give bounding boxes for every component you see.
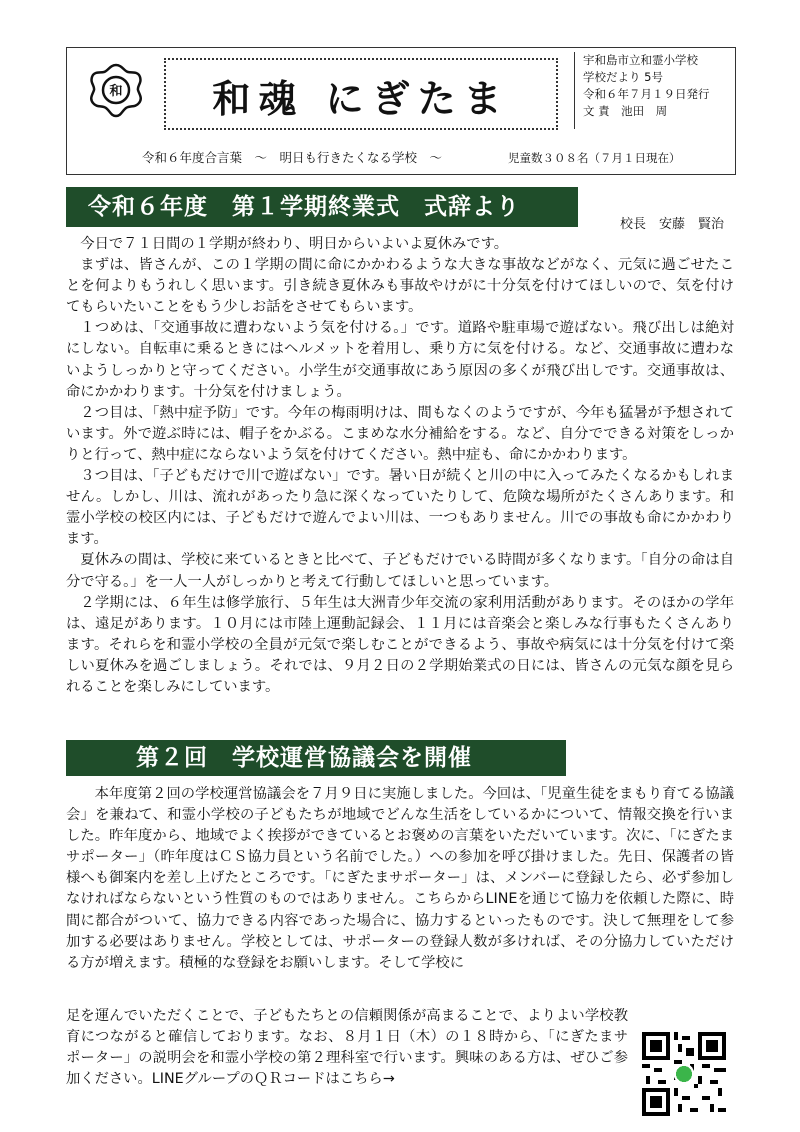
school-motto: 令和６年度合言葉 ～ 明日も行きたくなる学校 ～: [142, 150, 443, 165]
issue-number: 学校だより 5号: [583, 70, 663, 84]
section2-body-tail: [66, 1006, 628, 1090]
section2-body: [66, 784, 734, 974]
line-qr-code-icon[interactable]: [642, 1032, 726, 1116]
masthead-title-frame: [164, 58, 558, 130]
paragraph: １つめは、「交通事故に遭わないよう気を付ける。」です。道路や駐車場で遊ばない。飛び出しは絶対にしない。自転車に乗るときにはヘルメットを着用し、乗り方に気を付ける。など、交通事故に遭わないようしっかりと守ってください。小学生が交通事故にあう原因の多くが飛び出しです。交通事故は、命にかかわります。十分気を付けましょう。: [66, 320, 734, 400]
section1-body: [66, 234, 734, 698]
school-name: 宇和島市立和霊小学校: [583, 53, 698, 67]
section2-heading: 第２回 学校運営協議会を開催: [66, 740, 566, 776]
school-emblem-icon: [88, 62, 144, 118]
section1-heading: 令和６年度 第１学期終業式 式辞より: [66, 187, 578, 227]
student-count: 児童数３０８名（７月１日現在）: [508, 151, 681, 165]
paragraph: ３つ目は、「子どもだけで川で遊ばない」です。暑い日が続くと川の中に入ってみたくなるかもしれません。しかし、川は、流れがあったり急に深くなっていたりして、危険な場所がたくさんあります。和霊小学校の校区内には、子どもだけで遊んでよい川は、一つもありません。川での事故も命にかかわります。: [66, 468, 734, 548]
paragraph: ２学期には、６年生は修学旅行、５年生は大洲青少年交流の家利用活動があります。そのほかの学年は、遠足があります。１０月には市陸上運動記録会、１１月には音楽会と楽しみな行事もたくさんあります。それらを和霊小学校の全員が元気で楽しむことができるよう、事故や病気には十分気を付けて楽しい夏休みを過ごしましょう。それでは、９月２日の２学期始業式の日には、皆さんの元気な顔を見られることを楽しみにしています。: [66, 594, 734, 695]
issue-info: [574, 52, 732, 129]
paragraph: 足を運んでいただくことで、子どもたちとの信頼関係が高まることで、よりよい学校教育につながると確信しております。なお、８月１日（木）の１８時から、「にぎたまサポーター」の説明会を和霊小学校の第２理科室で行います。興味のある方は、ぜひご参加ください。LINEグループのＱＲコードはこちら→: [66, 1008, 628, 1088]
paragraph: まずは、皆さんが、この１学期の間に命にかかわるような大きな事故などがなく、元気に過ごせたことを何よりもうれしく思います。引き続き夏休みも事故やけがに十分気を付けてほしいので、気を付けてもらいたいことをもう少しお話をさせてもらいます。: [66, 257, 734, 316]
section1-byline: 校長 安藤 賢治: [620, 217, 725, 232]
issue-date: 令和６年７月１９日発行: [583, 87, 710, 101]
svg-text:和: 和: [109, 84, 123, 99]
newsletter-title: 和魂 にぎたま: [212, 76, 510, 121]
paragraph: 今日で７１日間の１学期が終わり、明日からいよいよ夏休みです。: [80, 236, 509, 252]
editor: 文 責 池田 周: [583, 104, 668, 118]
paragraph: ２つ目は、「熱中症予防」です。今年の梅雨明けは、間もなくのようですが、今年も猛暑が予想されています。外で遊ぶ時には、帽子をかぶる。こまめな水分補給をする。など、自分でできる対策をしっかりと行って、熱中症にならないよう気を付けてください。熱中症も、命にかかわります。: [66, 404, 734, 463]
paragraph: 本年度第２回の学校運営協議会を７月９日に実施しました。今回は、「児童生徒をまもり育てる協議会」を兼ねて、和霊小学校の子どもたちが地域でどんな生活をしているかについて、情報交換を行いました。昨年度から、地域でよく挨拶ができているとお褒めの言葉をいただいています。次に、「にぎたまサポーター」（昨年度はＣＳ協力員という名前でした。）への参加を呼び掛けました。先日、保護者の皆様へも御案内を差し上げたところです。「にぎたまサポーター」は、メンバーに登録したら、必ず参加しなければならないという性質のものではありません。こちらからLINEを通じて協力を依頼した際に、時間に都合がついて、協力できる内容であった場合に、協力するといったものです。決して無理をして参加する必要はありません。学校としては、サポーターの登録人数が多ければ、その分協力していただける方が増えます。積極的な登録をお願いします。そして学校に: [66, 786, 734, 971]
paragraph: 夏休みの間は、学校に来ているときと比べて、子どもだけでいる時間が多くなります。「自分の命は自分で守る。」を一人一人がしっかりと考えて行動してほしいと思っています。: [66, 552, 734, 590]
